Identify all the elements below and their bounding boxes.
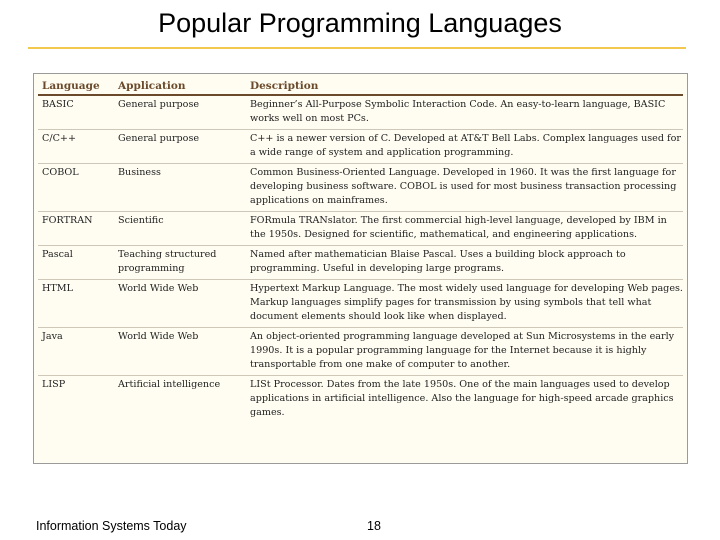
table-row [38,246,683,280]
cell-description: Named after mathematician Blaise Pascal. Uses a building block approach to programming. Useful in developing large programs. [246,246,683,280]
cell-application: General purpose [114,95,246,130]
cell-application: World Wide Web [114,328,246,376]
cell-description: LISt Processor. Dates from the late 1950s. One of the main languages used to develop applications in artificial intelligence. Also the language for high-speed arcade graphics games. [250,379,674,418]
cell-description: An object-oriented programming language developed at Sun Microsystems in the early 1990s. It is a popular programming language for the Internet because it is highly transportable from one make of computer to another. [246,328,683,376]
table-row [38,95,683,130]
cell-language: HTML [38,280,114,328]
table-row [38,280,683,328]
cell-description: Beginner’s All-Purpose Symbolic Interaction Code. An easy-to-learn language, BASIC works well on most PCs. [246,95,683,130]
cell-application: World Wide Web [114,280,246,328]
cell-description: Common Business-Oriented Language. Developed in 1960. It was the first language for developing business software. COBOL is used for most business transaction processing applications on mainframes. [246,164,683,212]
column-header-application: Application [114,77,246,95]
table-row [38,376,683,424]
title-underline [28,47,686,49]
cell-language: C/C++ [38,130,114,164]
cell-language: BASIC [38,95,114,130]
table-row [38,328,683,376]
languages-table-panel [33,73,688,464]
cell-language: FORTRAN [38,212,114,246]
footer-text: Information Systems Today [36,519,187,533]
cell-language: Pascal [38,246,114,280]
table-row [38,164,683,212]
cell-application: General purpose [114,130,246,164]
table-row [38,130,683,164]
cell-application: Teaching structured programming [114,246,246,280]
table-row [38,212,683,246]
cell-description: FORmula TRANslator. The first commercial high-level language, developed by IBM in the 1950s. Designed for scientific, mathematical, and engineering applications. [246,212,683,246]
column-header-language: Language [38,77,114,95]
cell-description: C++ is a newer version of C. Developed at AT&T Bell Labs. Complex languages used for a wide range of system and application programming. [246,130,683,164]
cell-application: Scientific [114,212,246,246]
cell-description: Hypertext Markup Language. The most widely used language for developing Web pages. Markup languages simplify pages for transmission by using symbols that tell what document elements should look like when displayed. [246,280,683,328]
cell-language: LISP [42,379,66,390]
cell-language: Java [38,328,114,376]
cell-language: COBOL [38,164,114,212]
languages-table [38,77,683,423]
column-header-description: Description [246,77,683,95]
cell-application: Business [114,164,246,212]
slide-title: Popular Programming Languages [158,8,562,38]
table-header-row [38,77,683,95]
page-number: 18 [367,519,381,533]
cell-application: Artificial intelligence [118,379,221,390]
